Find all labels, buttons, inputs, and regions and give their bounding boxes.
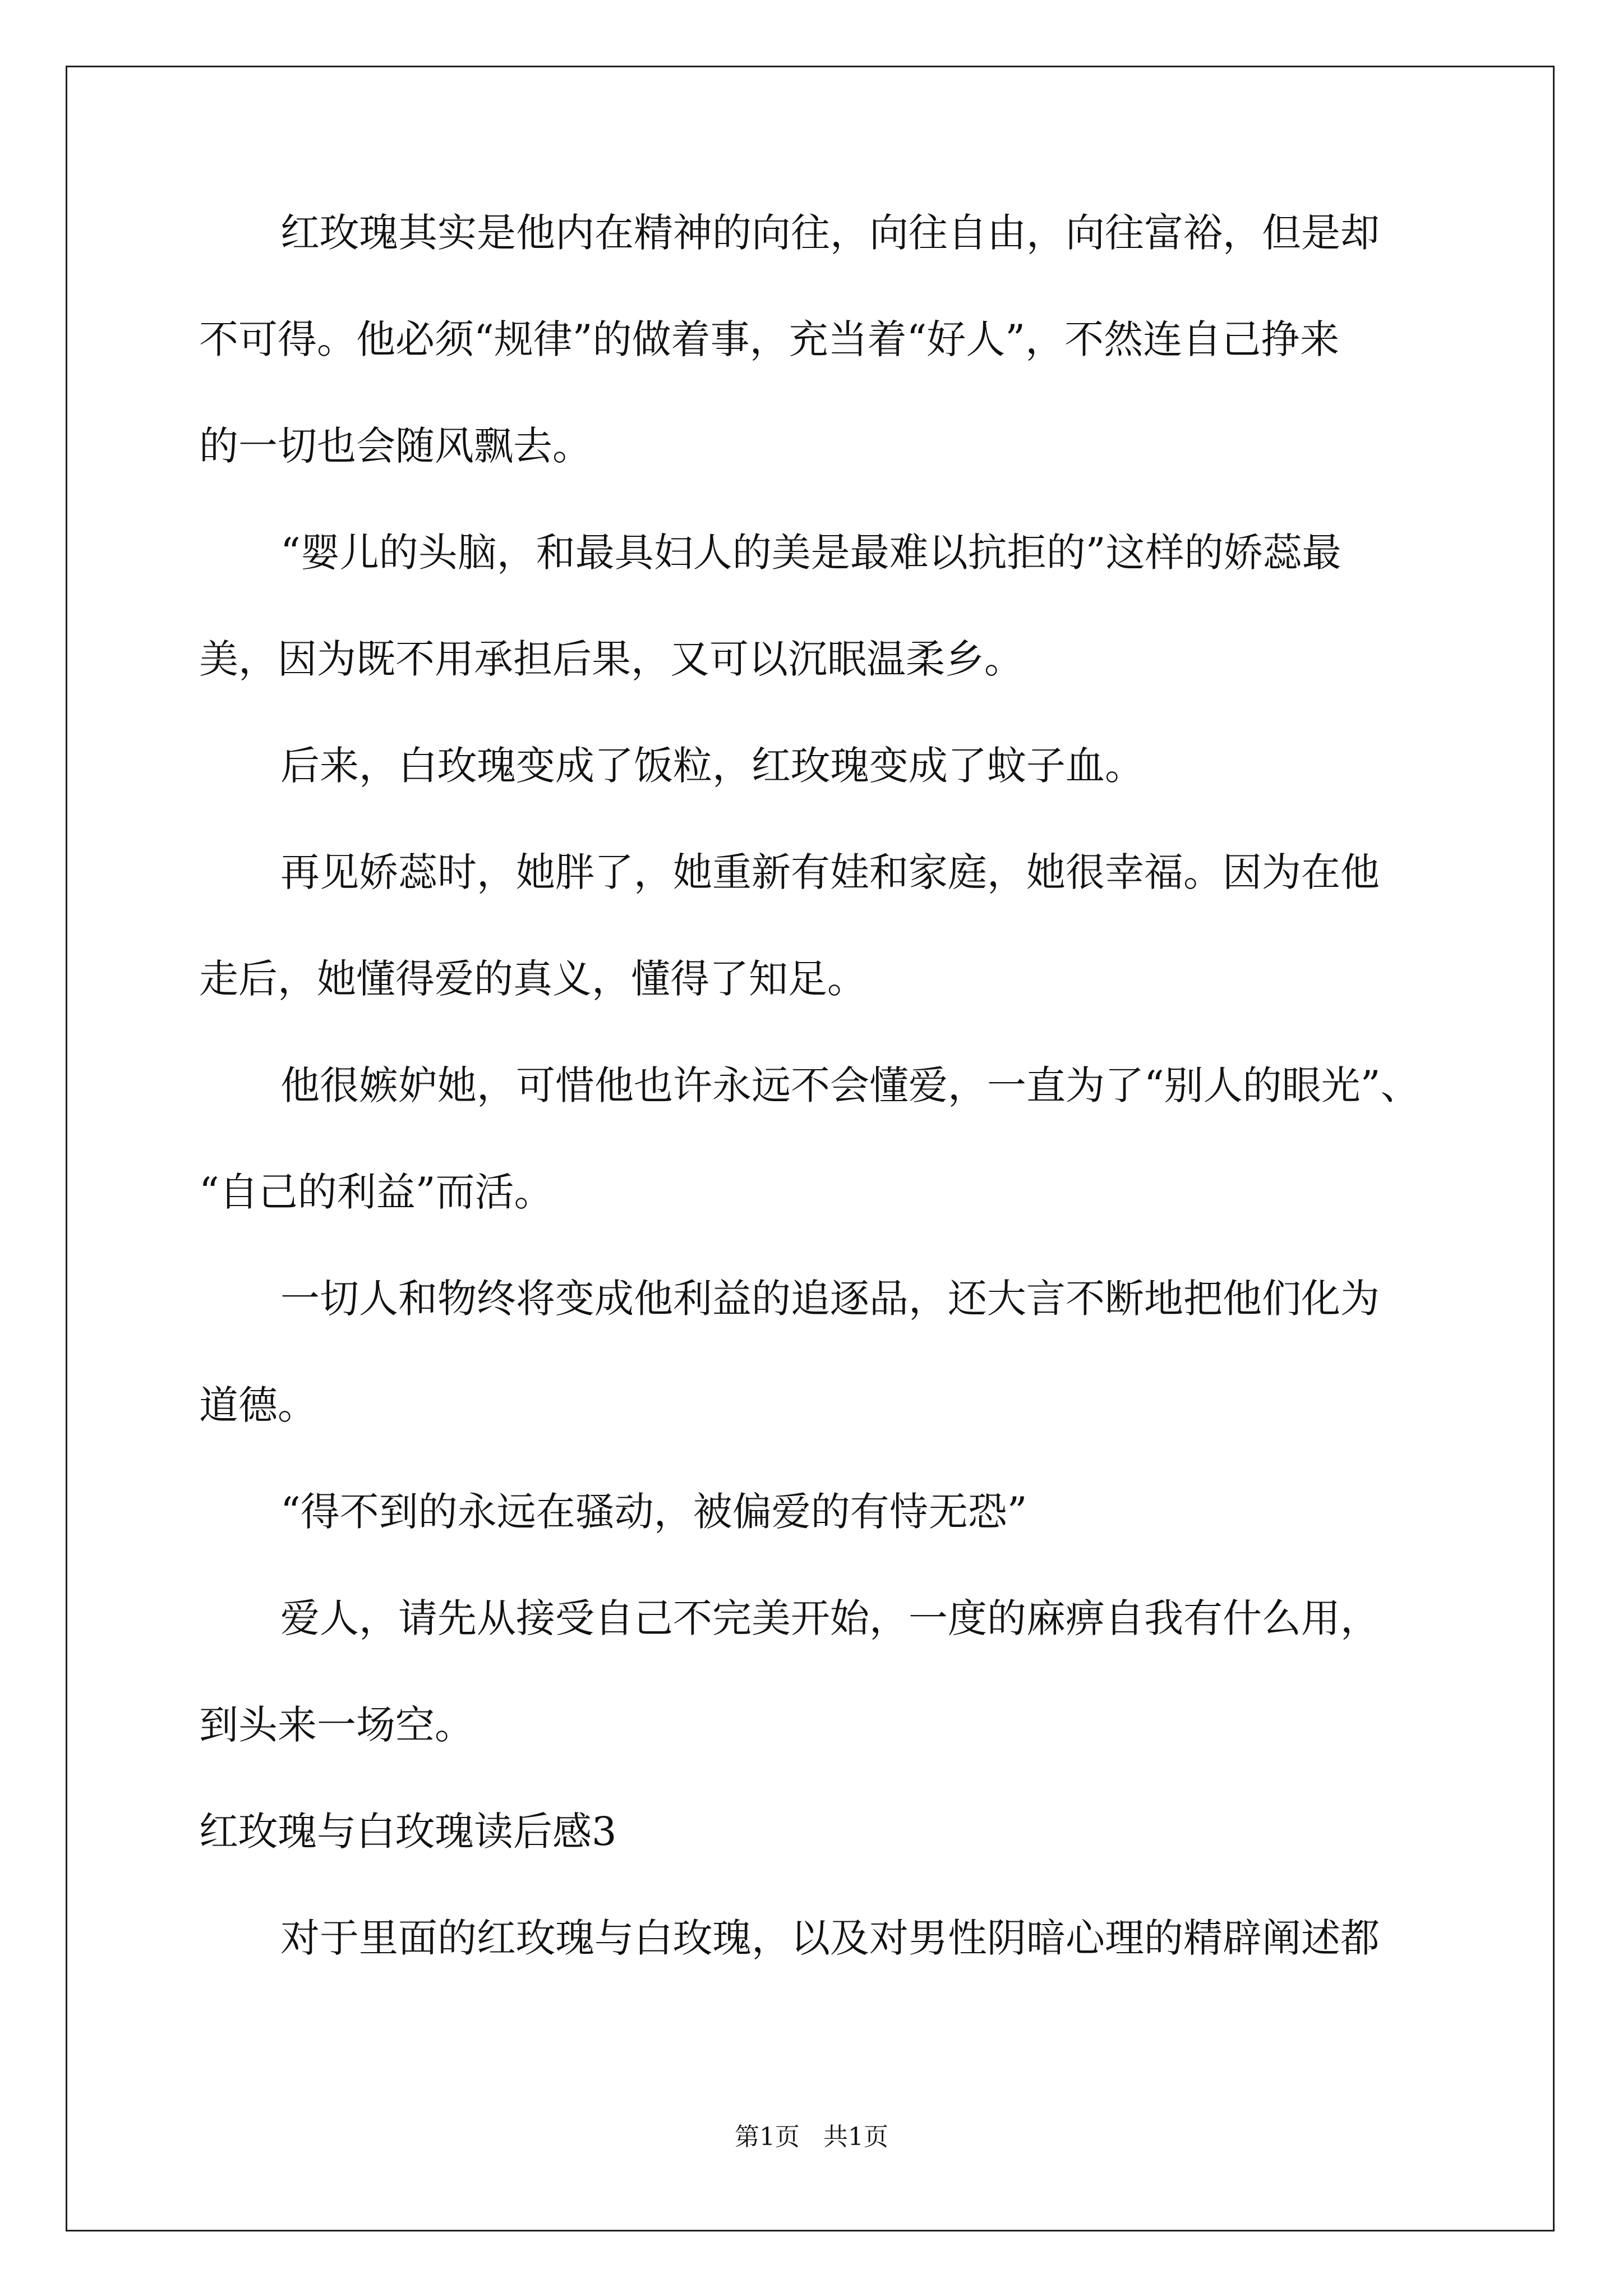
paragraph-1-line-1: 红玫瑰其实是他内在精神的向往，向往自由，向往富裕，但是却 [280,210,1380,256]
paragraph-8-line-2: 到头来一场空。 [199,1702,474,1748]
paragraph-7-line-1: “得不到的永远在骚动，被偏爱的有恃无恐” [280,1489,1027,1535]
paragraph-5-line-1: 他很嫉妒她，可惜他也许永远不会懂爱，一直为了“别人的眼光”、 [280,1062,1420,1108]
paragraph-5-line-2: “自己的利益”而活。 [199,1169,554,1215]
section-heading: 红玫瑰与白玫瑰读后感3 [199,1809,617,1855]
paragraph-2-line-1: “婴儿的头脑，和最具妇人的美是最难以抗拒的”这样的娇蕊最 [280,530,1341,576]
page-footer: 第1页 共1页 [735,2123,888,2151]
paragraph-2-line-2: 美，因为既不用承担后果，又可以沉眠温柔乡。 [199,636,1023,682]
paragraph-3-line-1: 后来，白玫瑰变成了饭粒，红玫瑰变成了蚊子血。 [280,743,1144,789]
paragraph-4-line-1: 再见娇蕊时，她胖了，她重新有娃和家庭，她很幸福。因为在他 [280,849,1380,895]
paragraph-4-line-2: 走后，她懂得爱的真义，懂得了知足。 [199,956,866,1002]
paragraph-1-line-3: 的一切也会随风飘去。 [199,423,592,469]
paragraph-9-line-1: 对于里面的红玫瑰与白玫瑰，以及对男性阴暗心理的精辟阐述都 [280,1915,1380,1961]
paragraph-6-line-2: 道德。 [199,1382,317,1428]
page-border [66,66,1555,2231]
paragraph-1-line-2: 不可得。他必须“规律”的做着事，充当着“好人”，不然连自己挣来 [199,316,1340,362]
paragraph-6-line-1: 一切人和物终将变成他利益的追逐品，还大言不断地把他们化为 [280,1276,1380,1322]
paragraph-8-line-1: 爱人，请先从接受自己不完美开始，一度的麻痹自我有什么用， [280,1595,1380,1641]
